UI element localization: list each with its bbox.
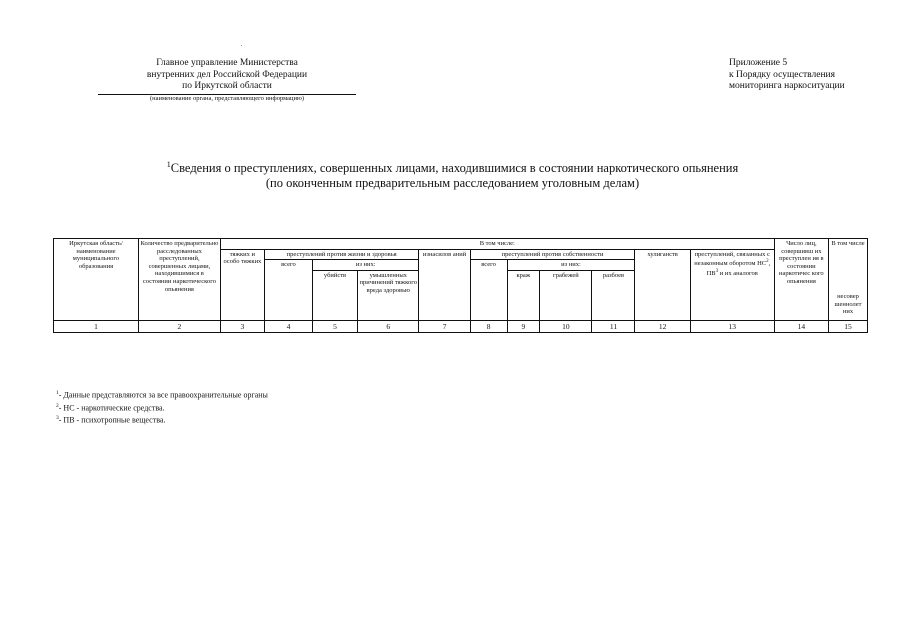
drug-crimes-text-a: преступлений, связанных с незаконным оборотом НС [694, 250, 770, 268]
column-number: 2 [138, 320, 220, 333]
footnote-mark-1: 1 [56, 390, 59, 396]
column-number: 1 [54, 320, 139, 333]
header-armed-robberies: разбоев [592, 270, 635, 320]
header-murders: убийств [313, 270, 358, 320]
header-crime-count: Количество предварительно расследованных преступлений, совершенных лицами, находившимися в состоянии наркотического опьянения [138, 239, 220, 321]
header-property: преступлений против собственности [470, 249, 635, 260]
appendix-line-1: Приложение 5 [729, 58, 788, 68]
column-number: 12 [635, 320, 690, 333]
drug-crimes-text-b: , ПВ [706, 260, 771, 278]
appendix-line-2: к Порядку осуществления [729, 69, 835, 80]
header-grave: тяжких и особо тяжких [220, 249, 264, 320]
column-number: 13 [690, 320, 774, 333]
header-persons: Число лиц, совершивш их преступлен ия в состоянии наркотичес кого опьянения [774, 239, 828, 321]
org-line-2: внутренних дел Российской Федерации [146, 69, 308, 80]
footnote-text-1: - Данные представляются за все правоохранительные органы [58, 390, 268, 400]
header-robberies: грабежей [540, 270, 592, 320]
title-footnote-mark: 1 [166, 160, 171, 169]
report-table [53, 238, 868, 333]
organization-block [98, 58, 356, 103]
column-number: 9 [507, 320, 540, 333]
drug-crimes-sup-2: 3 [715, 268, 719, 274]
header-bodily-harm: умышленных причинений тяжкого вреда здоровью [358, 270, 419, 320]
footnotes [56, 388, 268, 426]
column-number: 15 [828, 320, 867, 333]
appendix-line-3: мониторинга наркоситуации [729, 81, 845, 91]
footnote-mark-3: 3 [56, 415, 59, 422]
header-hooliganism: хулиганств [635, 249, 690, 320]
footnote-text-2: - НС - наркотические средства. [58, 403, 165, 413]
header-rapes: изнасилов аний [419, 249, 470, 320]
footnote-mark-2: 2 [56, 402, 59, 409]
title-line-2: (по оконченным предварительным расследованием уголовным делам) [265, 176, 640, 191]
title-text-1: Сведения о преступлениях, совершенных лицами, находившимися в состоянии наркотического опьянения [170, 161, 739, 176]
header-in-that-number: В том числе: [220, 239, 774, 250]
column-number: 6 [358, 320, 419, 333]
header-property-total: всего [470, 260, 507, 321]
header-property-of-them: из них: [507, 260, 635, 271]
column-number: 4 [264, 320, 312, 333]
header-life-of-them: из них: [313, 260, 419, 271]
header-thefts: краж [507, 270, 540, 320]
document-title [100, 157, 805, 191]
header-minors: несовер шеннолет них [828, 260, 867, 321]
drug-crimes-text-c: и их аналогов [718, 270, 758, 278]
header-drug-crimes [690, 249, 774, 320]
footnote-2 [56, 401, 268, 414]
header-in-that-number-2: В том числе [828, 239, 867, 260]
header-life-total: всего [264, 260, 312, 321]
footnote-3 [56, 413, 268, 426]
column-number: 5 [313, 320, 358, 333]
title-line-1 [100, 157, 805, 176]
footnote-1 [56, 388, 268, 401]
column-number: 8 [470, 320, 507, 333]
column-number: 7 [419, 320, 470, 333]
drug-crimes-sup-1: 2 [766, 259, 769, 265]
org-caption: (наименование органа, представляющего информацию) [149, 94, 305, 102]
org-line-3: по Иркутской области [182, 81, 272, 91]
header-municipality: Иркутская область/ наименование муниципального образования [54, 239, 139, 321]
footnote-text-3: - ПВ - психотропные вещества. [58, 415, 166, 425]
column-number: 14 [774, 320, 828, 333]
column-number: 3 [220, 320, 264, 333]
org-line-1: Главное управление Министерства [156, 58, 298, 68]
scan-speck [241, 45, 242, 46]
header-life-health: преступлений против жизни и здоровья [264, 249, 419, 260]
column-number: 10 [540, 320, 592, 333]
appendix-block [729, 58, 879, 93]
column-number: 11 [592, 320, 635, 333]
